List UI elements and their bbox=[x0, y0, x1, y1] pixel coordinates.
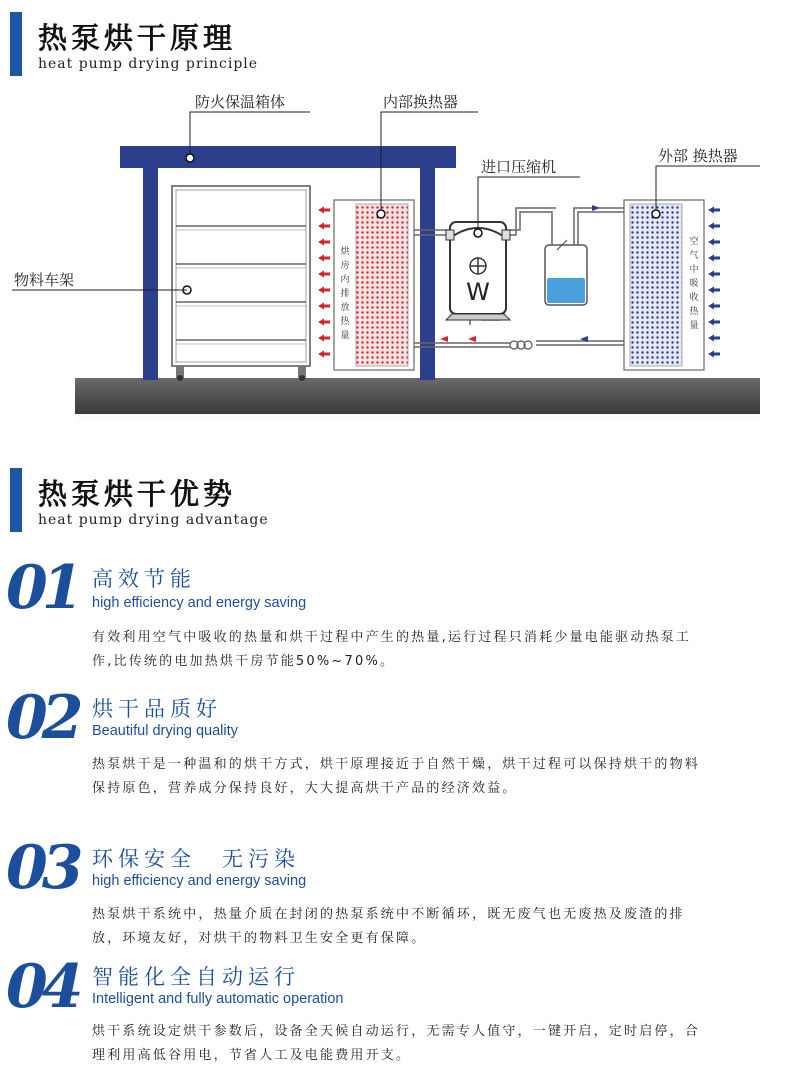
section-accent-bar bbox=[10, 12, 22, 76]
direction-arrow bbox=[318, 303, 330, 310]
inner-heat-exchanger bbox=[334, 200, 414, 370]
side-char: 空 bbox=[689, 237, 699, 247]
side-char: 量 bbox=[340, 331, 350, 341]
advantage-text: 热泵烘干是一种温和的烘干方式，烘干原理接近于自然干燥，烘干过程可以保持烘干的物料保持原色，营养成分保持良好，大大提高烘干产品的经济效益。 bbox=[92, 757, 701, 796]
box-left-post bbox=[143, 168, 158, 380]
side-char: 放 bbox=[340, 303, 350, 313]
advantage-subtitle: Beautiful drying quality bbox=[92, 723, 238, 739]
direction-arrow bbox=[318, 271, 330, 278]
label-compressor: 进口压缩机 bbox=[481, 158, 557, 176]
direction-arrow bbox=[708, 351, 720, 358]
side-char: 热 bbox=[340, 317, 350, 327]
section-subtitle: heat pump drying advantage bbox=[38, 512, 269, 528]
direction-arrow bbox=[708, 239, 720, 246]
advantage-title: 智能化全自动运行 bbox=[92, 965, 300, 989]
section-accent-bar bbox=[10, 468, 22, 532]
roof-marker bbox=[186, 154, 194, 162]
side-char: 收 bbox=[689, 293, 699, 303]
label-outer-exchanger: 外部 换热器 bbox=[658, 147, 738, 165]
direction-arrow bbox=[318, 335, 330, 342]
direction-arrow bbox=[318, 287, 330, 294]
advantage-number: 02 bbox=[6, 683, 78, 753]
section-subtitle: heat pump drying principle bbox=[38, 56, 259, 72]
side-char: 房 bbox=[340, 261, 350, 271]
advantage-text: 热泵烘干系统中，热量介质在封闭的热泵系统中不断循环，既无废气也无废热及废渣的排放，环境友好，对烘干的物料卫生安全更有保障。 bbox=[92, 907, 685, 946]
heat-absorb-arrows bbox=[708, 207, 720, 358]
direction-arrow bbox=[318, 223, 330, 230]
section-title: 热泵烘干原理 bbox=[38, 21, 237, 55]
advantage-subtitle: high efficiency and energy saving bbox=[92, 595, 307, 611]
advantage-text: 有效利用空气中吸收的热量和烘干过程中产生的热量,运行过程只消耗少量电能驱动热泵工作,比传统的电加热烘干房节能50%~70%。 bbox=[92, 630, 692, 669]
direction-arrow bbox=[318, 255, 330, 262]
box-right-post bbox=[420, 168, 435, 380]
direction-arrow bbox=[708, 271, 720, 278]
direction-arrow bbox=[708, 303, 720, 310]
section-title: 热泵烘干优势 bbox=[38, 477, 237, 511]
label-insulated-box: 防火保温箱体 bbox=[195, 93, 286, 111]
direction-arrow bbox=[708, 335, 720, 342]
advantage-text: 烘干系统设定烘干参数后，设备全天候自动运行，无需专人值守，一键开启，定时启停，合理利用高低谷用电，节省人工及电能费用开支。 bbox=[92, 1024, 701, 1063]
side-char: 烘 bbox=[340, 247, 350, 257]
side-char: 气 bbox=[689, 251, 699, 261]
ground bbox=[75, 378, 760, 414]
direction-arrow bbox=[708, 207, 720, 214]
box-roof bbox=[120, 146, 456, 168]
direction-arrow bbox=[708, 223, 720, 230]
side-char: 热 bbox=[689, 307, 699, 317]
compressor-mark: W bbox=[466, 278, 490, 306]
direction-arrow bbox=[708, 319, 720, 326]
advantage-number: 01 bbox=[6, 553, 78, 623]
advantage-title: 环保安全 无污染 bbox=[92, 847, 300, 871]
side-char: 量 bbox=[689, 321, 699, 331]
advantage-number: 03 bbox=[6, 833, 78, 903]
heat-release-arrows bbox=[318, 207, 330, 358]
direction-arrow bbox=[708, 255, 720, 262]
label-inner-exchanger: 内部换热器 bbox=[383, 93, 459, 111]
advantage-subtitle: Intelligent and fully automatic operation bbox=[92, 991, 344, 1007]
advantage-number: 04 bbox=[6, 952, 78, 1022]
direction-arrow bbox=[318, 207, 330, 214]
direction-arrow bbox=[318, 351, 330, 358]
material-rack bbox=[172, 186, 310, 381]
direction-arrow bbox=[708, 287, 720, 294]
refrigerant-piping bbox=[414, 208, 624, 347]
liquid-receiver bbox=[545, 240, 587, 305]
side-char: 吸 bbox=[689, 279, 699, 289]
heat-pump-diagram bbox=[0, 80, 790, 425]
advantage-title: 烘干品质好 bbox=[92, 697, 222, 721]
side-char: 排 bbox=[340, 289, 350, 299]
side-char: 中 bbox=[689, 265, 699, 275]
direction-arrow bbox=[318, 239, 330, 246]
direction-arrow bbox=[318, 319, 330, 326]
label-material-rack: 物料车架 bbox=[14, 271, 75, 289]
advantage-subtitle: high efficiency and energy saving bbox=[92, 873, 307, 889]
compressor bbox=[446, 222, 510, 320]
expansion-coil bbox=[510, 341, 532, 349]
side-char: 内 bbox=[340, 275, 350, 285]
advantage-title: 高效节能 bbox=[92, 567, 196, 591]
